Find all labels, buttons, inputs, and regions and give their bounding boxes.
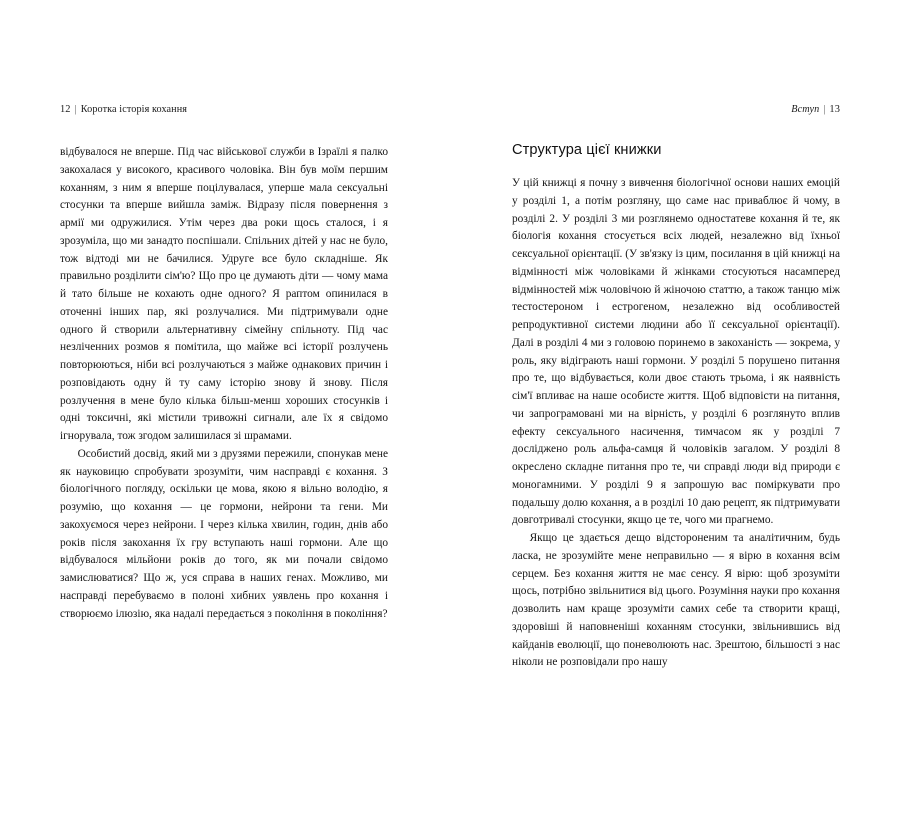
right-page-text: [512, 175, 840, 672]
paragraph: Особистий досвід, який ми з друзями пережили, спонукав мене як науковицю спробувати зрозуміти, чим насправді є кохання. З біологічного погляду, оскільки це мова, якою я вільно володію, я розумію, що кохання — це гормони, нейрони та гени. Ми закохуємося через нейрони. І через кілька хвилин, годин, днів або років після закохання їх гру вступають наші гормони. Але що відбувалося мільйони років до того, як ми почали свідомо замислюватися? Що ж, уся справа в наших генах. Можливо, ми насправді перебуваємо в полоні хибних уявлень про кохання і створюємо ілюзію, яка надалі передається з покоління в покоління?: [60, 447, 388, 620]
paragraph: Якщо це здається дещо відстороненим та аналітичним, будь ласка, не зрозумійте мене неправильно — я вірю в кохання всім серцем. Без кохання життя не має сенсу. Я вірю: щоб зрозуміти щось, потрібно звільнитися від цього. Розуміння науки про кохання дозволить нам краще зрозуміти самих себе та створити кращі, здоровіші й наповненіші коханням стосунки, звільнившись від кайданів еволюції, що поневолюють нас. Зрештою, більшості з нас ніколи не розповідали про нашу: [512, 532, 840, 669]
left-page-body: [60, 144, 388, 623]
running-head-separator-left: |: [74, 104, 77, 115]
running-head-separator-right: |: [823, 104, 826, 115]
right-page-body: [512, 142, 840, 672]
right-page: [450, 0, 900, 817]
paragraph: У цій книжці я почну з вивчення біологічної основи наших емоцій у розділі 1, а потім розгляну, що саме нас приваблює й чому, в розділі 2. У розділі 3 ми розглянемо одностатеве кохання й те, як біологія кохання стосується всіх людей, незалежно від їхньої сексуальної орієнтації. (У зв'язку із цим, посилання в цій книжці на відмінності між чоловіками й жінками стосуються насамперед відмінностей між чоловічою й жіночою статтю, а також танцю між тестостероном і естрогеном, незалежно від особливостей репродуктивної системи людини або її сексуальної орієнтації). Далі в розділі 4 ми з головою поринемо в закоханість — зокрема, у роль, яку відіграють наші гормони. У розділі 5 порушено питання про те, що відбувається, коли двоє стають трьома, і як наявність сім'ї впливає на наше особисте життя. Щоб відповісти на питання, чи запрограмовані ми на вірність, у розділі 6 розглянуто вплив ефекту сексуального насичення, тимчасом як у розділі 7 досліджено роль альфа-самця й чоловіків загалом. У розділі 8 окреслено складне питання про те, чи справді люди від природи є моногамними. У розділі 9 я запрошую вас поміркувати про подальшу долю кохання, а в розділі 10 даю рецепт, як підтримувати довготривалі стосунки, якщо це те, чого ми прагнемо.: [512, 177, 841, 527]
page-number-right: 13: [829, 104, 840, 115]
page-number-left: 12: [60, 104, 71, 115]
section-heading: Структура цієї книжки: [512, 142, 662, 158]
running-head-title-right: Вступ: [791, 104, 820, 115]
running-head-title-left: Коротка історія кохання: [80, 104, 188, 115]
running-head-left: [60, 104, 388, 118]
paragraph: відбувалося не вперше. Під час військової служби в Ізраїлі я палко закохалася у високого, красивого чоловіка. Він був моїм першим коханням, з ним я вперше поцілувалася, уперше мала сексуальні стосунки та вперше вийшла заміж. Відразу після повернення з армії ми одружилися. Утім через два роки щось сталося, і я зрозуміла, що ми занадто поспішали. Спільних дітей у нас не було, тож відтоді ми не бачилися. Удруге все було складніше. Як правильно розділити сім'ю? Що про це думають діти — чому мама й тато більше не кохають одне одного? Я раптом опинилася в оточенні інших пар, які розлучалися. Ми підтримували одне одного й створили альтернативну сімейну спільноту. Під час незліченних розмов я помітила, що майже всі історії розлучень повторюються, ніби всі розлучаються з майже однакових причин і розповідають одну й ту саму історію знову й знову. Після розлучення в мене було кілька більш-менш хороших стосунків і одні токсичні, які містили тривожні сигнали, але їх я свідомо ігнорувала, тож згодом залишилася зі шрамами.: [60, 146, 388, 442]
running-head-right: [512, 104, 840, 118]
